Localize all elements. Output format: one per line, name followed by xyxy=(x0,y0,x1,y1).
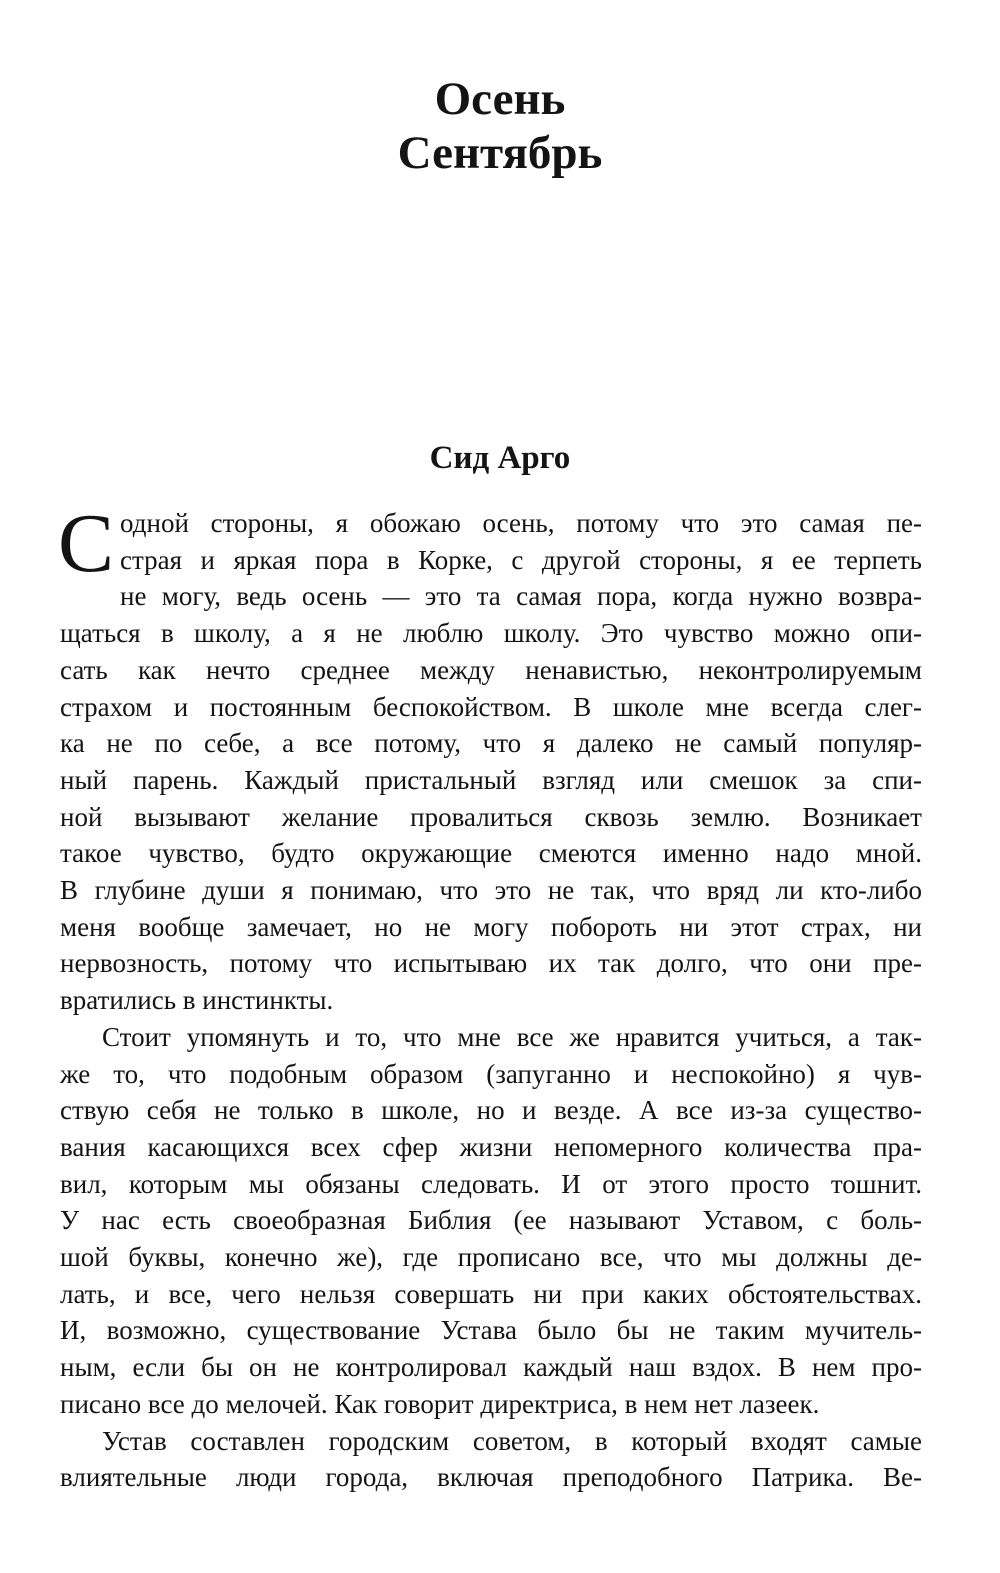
text-line: вратились в инстинкты. xyxy=(60,985,334,1016)
text-line: щаться в школу, а я не люблю школу. Это чувство можно опи- xyxy=(60,618,922,649)
text-line: меня вообще замечает, но не могу побороть ни этот страх, ни xyxy=(60,911,922,942)
text-line: вил, которым мы обязаны следовать. И от этого просто тошнит. xyxy=(60,1168,922,1199)
text-line: лать, и все, чего нельзя совершать ни при каких обстоятельствах. xyxy=(60,1278,922,1309)
text-line: нервозность, потому что испытываю их так долго, что они пре- xyxy=(60,948,922,979)
paragraph-3 xyxy=(60,1423,922,1496)
heading-month: Сентябрь xyxy=(397,127,603,179)
text-line: ным, если бы он не контролировал каждый наш вздох. В нем про- xyxy=(60,1352,922,1383)
text-line: ной вызывают желание провалиться сквозь землю. Возникает xyxy=(60,801,922,832)
text-line: же то, что подобным образом (запуганно и неспокойно) я чув- xyxy=(60,1058,922,1089)
text-line: сать как нечто среднее между ненавистью, неконтролируемым xyxy=(60,654,922,685)
text-line: одной стороны, я обожаю осень, потому что это самая пе- xyxy=(120,508,922,538)
text-line: страя и яркая пора в Корке, с другой стороны, я ее терпеть xyxy=(120,544,922,575)
paragraph-2 xyxy=(60,1019,922,1423)
text-line: ствую себя не только в школе, но и везде. А все из-за существо- xyxy=(60,1095,922,1126)
text-line: страхом и постоянным беспокойством. В школе мне всегда слег- xyxy=(60,691,922,722)
text-line: И, возможно, существование Устава было бы не таким мучитель- xyxy=(60,1315,922,1346)
text-line: Стоит упомянуть и то, что мне все же нравится учиться, а так- xyxy=(102,1021,922,1052)
body-text xyxy=(58,497,922,1496)
text-line: влиятельные люди города, включая преподобного Патрика. Ве- xyxy=(60,1462,922,1493)
text-line: В глубине души я понимаю, что это не так, что вряд ли кто-либо xyxy=(60,875,922,906)
text-line: У нас есть своеобразная Библия (ее называют Уставом, с боль- xyxy=(60,1205,922,1236)
section-heading xyxy=(0,72,1000,180)
text-line: Устав составлен городским советом, в который входят самые xyxy=(102,1425,922,1456)
text-line: вания касающихся всех сфер жизни непомерного количества пра- xyxy=(60,1131,922,1162)
text-line: ный парень. Каждый пристальный взгляд или смешок за спи- xyxy=(60,764,922,795)
text-line: такое чувство, будто окружающие смеются именно надо мной. xyxy=(60,838,922,869)
text-line: писано все до мелочей. Как говорит директриса, в нем нет лазеек. xyxy=(60,1388,820,1419)
heading-season: Осень xyxy=(434,73,566,125)
text-line: шой буквы, конечно же), где прописано все, что мы должны де- xyxy=(60,1242,922,1273)
text-line: не могу, ведь осень — это та самая пора, когда нужно возвра- xyxy=(120,581,922,612)
paragraph-1 xyxy=(58,497,922,1019)
text-line: ка не по себе, а все потому, что я далеко не самый популяр- xyxy=(60,728,922,759)
chapter-title: Сид Арго xyxy=(429,440,571,476)
drop-cap: С xyxy=(58,497,115,590)
